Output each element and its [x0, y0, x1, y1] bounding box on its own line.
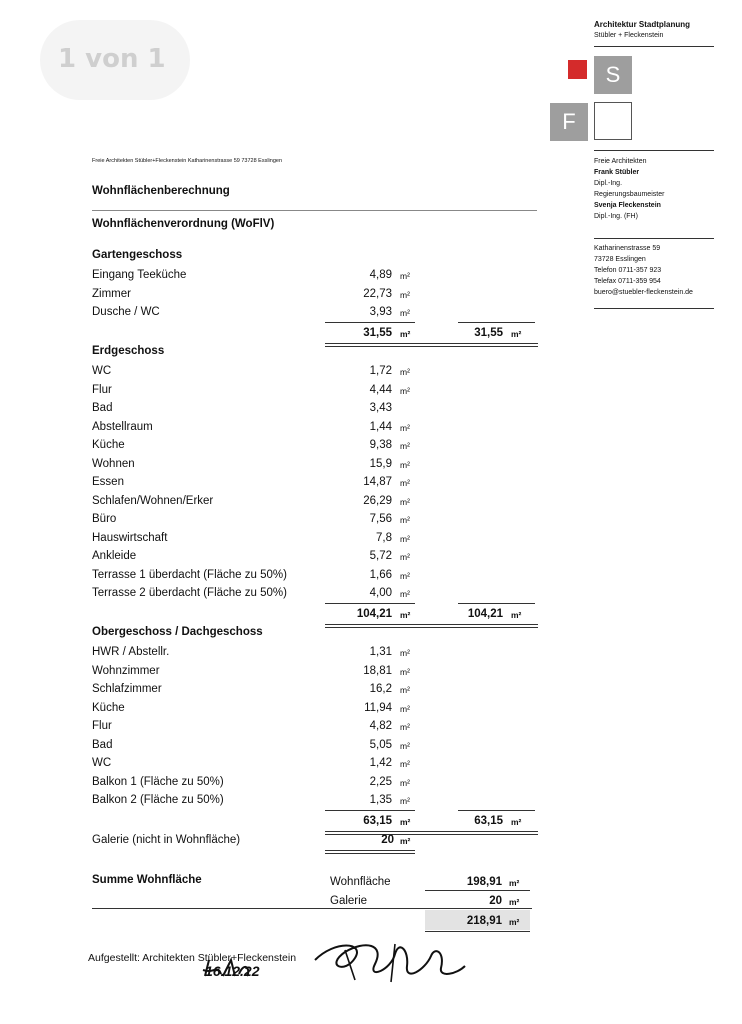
galerie-unit: m²	[400, 836, 411, 846]
table-row-label: Schlafen/Wohnen/Erker	[92, 494, 214, 507]
table-row-label: Eingang Teeküche	[92, 269, 187, 281]
table-row-value: 7,8	[376, 531, 392, 544]
section-heading: Obergeschoss / Dachgeschoss	[92, 626, 263, 638]
summary-label: Summe Wohnfläche	[92, 874, 202, 886]
table-row-unit: m²	[400, 777, 410, 788]
table-row-unit: m²	[400, 570, 410, 581]
table-row-value: 4,89	[369, 269, 392, 281]
table-row-label: Terrasse 1 überdacht (Fläche zu 50%)	[92, 568, 287, 581]
document-title: Wohnflächenberechnung	[92, 185, 230, 197]
section-total-underline	[325, 346, 538, 347]
table-row-unit: m²	[400, 740, 410, 751]
table-row-unit: m²	[400, 648, 410, 658]
firm-team-line: Regierungsbaumeister	[594, 191, 665, 198]
table-row-label: Küche	[92, 439, 125, 451]
table-row-unit: m²	[400, 533, 410, 544]
subtotal-rule	[325, 810, 415, 811]
table-row-label: Dusche / WC	[92, 306, 160, 318]
subtotal-rule	[458, 322, 535, 323]
table-row-label: Bad	[92, 738, 113, 751]
letterhead-divider	[594, 46, 714, 47]
table-row-value: 1,44	[369, 420, 392, 433]
summary-wohnflaeche-value: 198,91	[466, 876, 502, 888]
table-row-label: Schlafzimmer	[92, 683, 162, 695]
firm-contact-line: Katharinenstrasse 59	[594, 245, 661, 252]
subtotal-rule	[458, 810, 535, 811]
galerie-underline	[325, 850, 415, 851]
logo-red-square	[568, 60, 587, 79]
section-subtotal-value: 31,55	[363, 327, 392, 339]
table-row-unit: m²	[400, 367, 410, 377]
table-row-label: Zimmer	[92, 287, 131, 300]
table-row-unit: m²	[400, 703, 410, 714]
table-row-value: 1,72	[369, 365, 392, 377]
section-total-underline	[325, 343, 538, 344]
table-row-value: 22,73	[363, 287, 392, 300]
firm-team-line: Freie Architekten	[594, 158, 647, 165]
logo-f-block: F	[550, 103, 588, 141]
firm-contact-line: Telefon 0711-357 923	[594, 267, 662, 274]
subtotal-rule	[458, 603, 535, 604]
table-row-value: 5,05	[369, 738, 392, 751]
firm-title: Architektur Stadtplanung	[594, 20, 691, 29]
firm-contact-line: buero@stuebler-fleckenstein.de	[594, 289, 693, 296]
table-row-value: 1,31	[369, 646, 392, 658]
table-row-label: Balkon 2 (Fläche zu 50%)	[92, 794, 224, 806]
table-row-unit: m²	[400, 271, 410, 281]
galerie-value: 20	[381, 834, 394, 846]
table-row-unit: m²	[400, 796, 410, 806]
document-subtitle: Wohnflächenverordnung (WoFlV)	[92, 218, 275, 230]
table-row-unit: m²	[400, 759, 410, 769]
signoff-label: Aufgestellt: Architekten Stübler+Fleckenstein	[88, 952, 297, 964]
table-row-unit: m²	[400, 385, 410, 396]
section-total-value: 104,21	[467, 608, 503, 620]
table-row-value: 4,82	[369, 720, 392, 732]
firm-team-line: Svenja Fleckenstein	[594, 202, 661, 209]
table-row-unit: m²	[400, 589, 410, 599]
table-row-label: Küche	[92, 701, 125, 714]
handwritten-signature	[195, 930, 475, 990]
section-total-underline	[325, 831, 538, 832]
section-subtotal-unit: m²	[400, 817, 411, 827]
firm-contact-line: 73728 Esslingen	[594, 256, 646, 263]
table-row-value: 3,93	[369, 306, 392, 318]
firm-subtitle: Stübler + Fleckenstein	[594, 32, 664, 39]
table-row-label: Terrasse 2 überdacht (Fläche zu 50%)	[92, 587, 287, 599]
table-row-label: WC	[92, 365, 112, 377]
table-row-unit: m²	[400, 441, 410, 451]
firm-team-line: Dipl.-Ing.	[594, 180, 623, 187]
section-heading: Gartengeschoss	[92, 249, 183, 261]
section-subtotal-unit: m²	[400, 610, 411, 620]
table-row-unit: m²	[400, 515, 410, 525]
table-row-value: 1,66	[369, 568, 392, 581]
letterhead-divider	[594, 308, 714, 309]
table-row-label: Flur	[92, 383, 112, 396]
table-row-label: Bad	[92, 402, 113, 414]
table-row-label: Flur	[92, 720, 112, 732]
table-row-value: 26,29	[363, 494, 392, 507]
table-row-unit: m²	[400, 289, 410, 300]
table-row-label: Hauswirtschaft	[92, 531, 168, 544]
table-row-unit: m²	[400, 722, 410, 732]
summary-galerie-value: 20	[489, 895, 502, 907]
table-row-unit: m²	[400, 666, 410, 677]
section-subtotal-unit: m²	[400, 329, 411, 339]
table-row-value: 7,56	[369, 513, 392, 525]
summary-total-divider	[92, 908, 532, 909]
table-row-value: 16,2	[369, 683, 392, 695]
page-indicator	[40, 20, 190, 100]
table-row-value: 2,25	[369, 775, 392, 788]
galerie-label: Galerie (nicht in Wohnfläche)	[92, 834, 241, 846]
table-row-unit: m²	[400, 308, 410, 318]
firm-contact-line: Telefax 0711-359 954	[594, 278, 661, 285]
table-row-label: WC	[92, 757, 112, 769]
subtotal-rule	[325, 603, 415, 604]
firm-team-line: Frank Stübler	[594, 169, 640, 176]
firm-team-line: Dipl.-Ing. (FH)	[594, 213, 638, 220]
table-row-label: Büro	[92, 513, 117, 525]
table-row-unit: m²	[400, 459, 410, 470]
letterhead-divider	[594, 150, 714, 151]
table-row-label: Balkon 1 (Fläche zu 50%)	[92, 775, 224, 788]
table-row-label: Essen	[92, 476, 124, 488]
section-subtotal-value: 104,21	[356, 608, 392, 620]
table-row-value: 14,87	[363, 476, 392, 488]
page-indicator-label: 1 von 1	[58, 44, 166, 74]
table-row-unit: m²	[400, 478, 410, 488]
summary-wohnflaeche-unit: m²	[509, 878, 520, 888]
section-total-unit: m²	[511, 817, 522, 827]
section-heading: Erdgeschoss	[92, 345, 165, 357]
table-row-unit: m²	[400, 496, 410, 507]
signoff-date: 16.12.22	[205, 963, 260, 979]
summary-galerie-unit: m²	[509, 897, 520, 907]
summary-wohnflaeche-label: Wohnfläche	[330, 876, 391, 888]
table-row-label: Wohnzimmer	[92, 664, 160, 677]
section-total-unit: m²	[511, 329, 522, 339]
table-row-value: 5,72	[369, 550, 392, 562]
section-total-underline	[325, 624, 538, 625]
logo-s-block: S	[594, 56, 632, 94]
table-row-value: 1,35	[369, 794, 392, 806]
subtotal-rule	[325, 322, 415, 323]
table-row-value: 4,00	[369, 587, 392, 599]
table-row-value: 18,81	[363, 664, 392, 677]
table-row-label: HWR / Abstellr.	[92, 646, 170, 658]
table-row-value: 1,42	[369, 757, 392, 769]
section-total-underline	[325, 627, 538, 628]
table-row-value: 15,9	[369, 457, 392, 470]
letterhead-divider	[594, 238, 714, 239]
table-row-label: Abstellraum	[92, 420, 153, 433]
galerie-underline	[325, 853, 415, 854]
table-row-value: 11,94	[364, 701, 392, 714]
summary-divider	[425, 890, 530, 891]
table-row-value: 4,44	[369, 383, 392, 396]
summary-galerie-label: Galerie	[330, 895, 368, 907]
logo-outline-square	[594, 102, 632, 140]
table-row-value: 3,43	[369, 402, 392, 414]
table-row-label: Ankleide	[92, 550, 137, 562]
section-total-unit: m²	[511, 610, 522, 620]
section-total-value: 31,55	[474, 327, 503, 339]
table-row-unit: m²	[400, 552, 410, 562]
summary-total-unit: m²	[509, 917, 520, 927]
table-row-unit: m²	[400, 685, 410, 695]
section-subtotal-value: 63,15	[363, 815, 392, 827]
table-row-label: Wohnen	[92, 457, 135, 470]
sender-address-line: Freie Architekten Stübler+Fleckenstein Katharinenstrasse 59 73728 Esslingen	[92, 158, 283, 164]
table-row-value: 9,38	[369, 439, 392, 451]
section-total-value: 63,15	[474, 815, 503, 827]
table-row-unit: m²	[400, 422, 410, 433]
title-divider	[92, 210, 537, 211]
summary-total-value: 218,91	[466, 915, 502, 927]
